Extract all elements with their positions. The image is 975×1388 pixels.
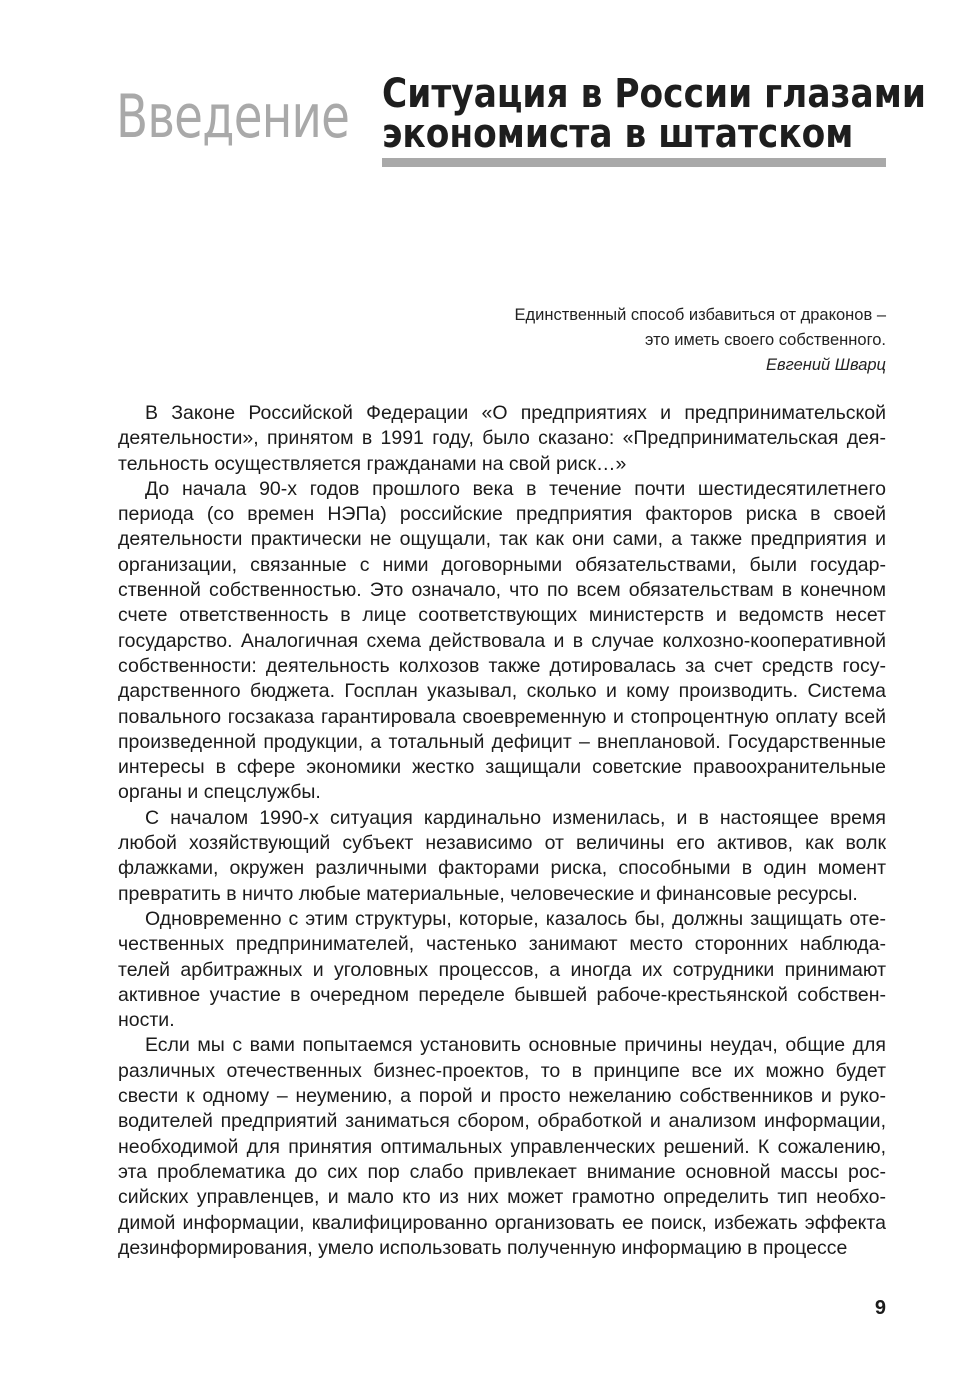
chapter-title-line: экономиста в штатском [382,111,854,157]
title-underline-rule [382,158,886,167]
body-text [118,401,886,1261]
paragraph: Если мы с вами попытаемся установить основные причины неудач, общие для различных отечественных бизнес-проектов, то в принципе все их можно будет свести к одному – неумению, а порой и просто нежеланию собственников и руководителей предприятий заниматься сбором, обработкой и анализом информации, необходимой для принятия оптимальных управленческих решений. К сожалению, эта проблематика до сих пор слабо привлекает внимание основной массы российских управленцев, и мало кто из них может грамотно определить тип необходимой информации, квалифицированно организовать ее поиск, избежать эффекта дезинформирования, умело использовать полученную информацию в процессе [118,1034,886,1259]
epigraph-line: это иметь своего собственного. [645,331,886,349]
page-number: 9 [874,1297,886,1319]
chapter-title [382,71,926,157]
chapter-title-line: Ситуация в России глазами [382,71,926,117]
paragraph: До начала 90-х годов прошлого века в течение почти шестидесятилетнего периода (со времен НЭПа) российские предприятия факторов риска в своей деятельности практически не ощущали, так как они сами, а также предприятия и организации, связанные с ними договорными обязательствами, были государственной собственностью. Это означало, что по всем обязательствам в конечном счете ответственность в лице соответствующих министерств и ведомств несет государство. Аналогичная схема действовала и в случае колхозно-кооперативной собственности: деятельность колхозов также дотировалась за счет средств государственного бюджета. Госплан указывал, сколько и кому производить. Система повального госзаказа гарантировала своевременную и стопроцентную оплату всей произведенной продукции, а тотальный дефицит – внеплановой. Государственные интересы в сфере экономики жестко защищали советские правоохранительные органы и спецслужбы. [118,477,886,804]
epigraph-author: Евгений Шварц [766,356,886,374]
paragraph: В Законе Российской Федерации «О предприятиях и предпринимательской деятельности», принятом в 1991 году, было сказано: «Предпринимательская деятельность осуществляется гражданами на свой риск…» [118,402,886,475]
paragraph: Одновременно с этим структуры, которые, казалось бы, должны защищать отечественных предпринимателей, частенько занимают место сторонних наблюдателей арбитражных и уголовных процессов, а иногда их сотрудники принимают активное участие в очередном переделе бывшей рабоче-крестьянской собственности. [118,907,886,1032]
epigraph [430,303,886,378]
chapter-label: Введение [116,82,350,152]
paragraph: С началом 1990-х ситуация кардинально изменилась, и в настоящее время любой хозяйствующий субъект независимо от величины его активов, как волк флажками, окружен различными факторами риска, способными в один момент превратить в ничто любые материальные, человеческие и финансовые ресурсы. [118,806,886,905]
epigraph-line: Единственный способ избавиться от драконов – [514,306,886,324]
